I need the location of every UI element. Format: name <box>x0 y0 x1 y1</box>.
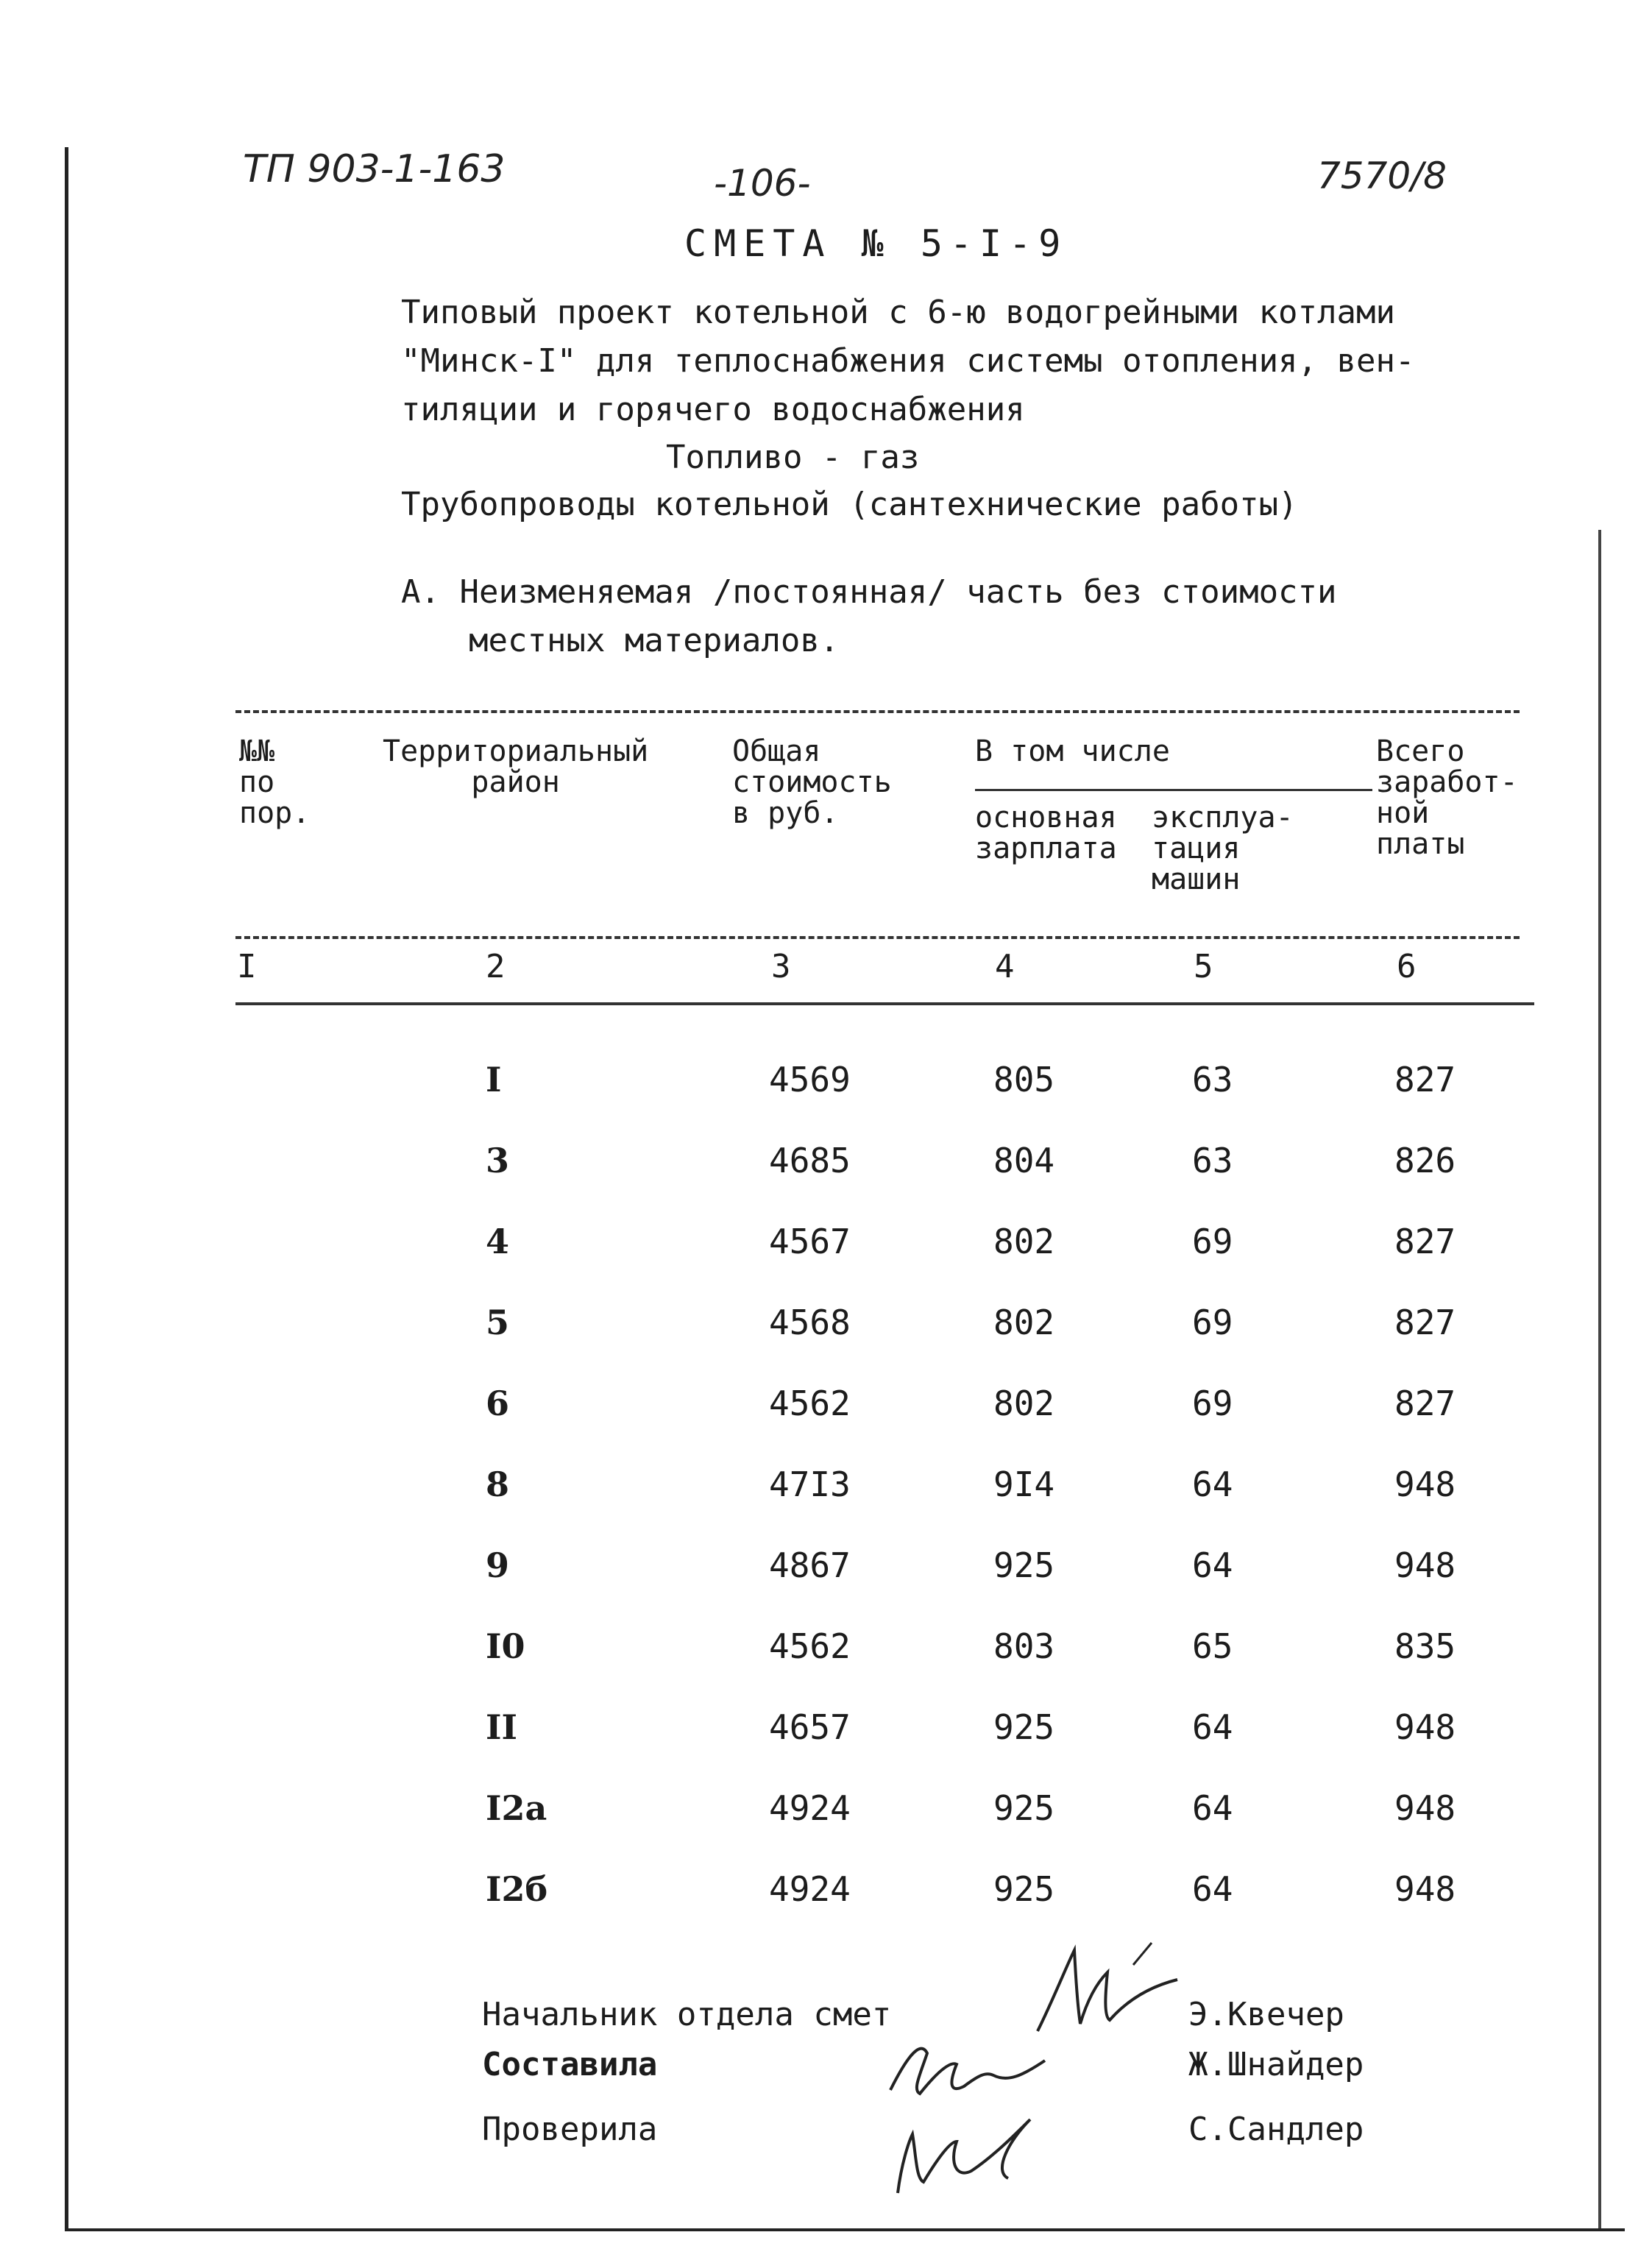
table-row <box>0 1384 1652 1464</box>
cell-machines: 64 <box>1192 1464 1233 1504</box>
cell-wage: 9I4 <box>993 1464 1055 1504</box>
signature-role: Начальник отдела смет <box>482 1996 892 2033</box>
cell-region: I2б <box>486 1869 548 1909</box>
cell-wage: 925 <box>993 1788 1055 1828</box>
cell-total: 4924 <box>769 1869 851 1909</box>
cell-machines: 65 <box>1192 1626 1233 1666</box>
estimate-title: СМЕТА № 5-І-9 <box>684 222 1068 265</box>
cell-machines: 69 <box>1192 1303 1233 1342</box>
cell-all-wage: 827 <box>1394 1384 1456 1423</box>
signature-name: Ж.Шнайдер <box>1188 2046 1364 2083</box>
cell-wage: 802 <box>993 1384 1055 1423</box>
including-underline <box>975 789 1372 791</box>
table-row <box>0 1788 1652 1869</box>
cell-wage: 925 <box>993 1869 1055 1909</box>
table-row <box>0 1303 1652 1384</box>
table-row <box>0 1707 1652 1788</box>
cell-all-wage: 948 <box>1394 1707 1456 1747</box>
description-line: "Минск-I" для теплоснабжения системы отопления, вен- <box>401 342 1415 380</box>
cell-total: 4562 <box>769 1384 851 1423</box>
cell-all-wage: 948 <box>1394 1464 1456 1504</box>
cell-region: 9 <box>486 1545 510 1585</box>
header-region: Территориальный район <box>383 734 649 799</box>
cell-wage: 925 <box>993 1545 1055 1585</box>
header-total: Общая стоимость в руб. <box>732 734 892 830</box>
table-row <box>0 1141 1652 1222</box>
signature-role: Проверила <box>482 2111 658 2148</box>
cell-total: 4924 <box>769 1788 851 1828</box>
cell-machines: 64 <box>1192 1545 1233 1585</box>
cell-total: 47I3 <box>769 1464 851 1504</box>
cell-all-wage: 948 <box>1394 1869 1456 1909</box>
bottom-border-line <box>65 2228 1625 2231</box>
table-row <box>0 1222 1652 1303</box>
column-number: 4 <box>995 948 1015 985</box>
cell-wage: 804 <box>993 1141 1055 1180</box>
cell-total: 4567 <box>769 1222 851 1261</box>
section-title: Трубопроводы котельной (сантехнические работы) <box>401 486 1298 523</box>
cell-region: 8 <box>486 1464 510 1504</box>
column-number: 5 <box>1194 948 1213 985</box>
header-bottom-rule <box>235 936 1520 939</box>
part-line: А. Неизменяемая /постоянная/ часть без стоимости <box>401 573 1337 611</box>
cell-total: 4685 <box>769 1141 851 1180</box>
cell-machines: 69 <box>1192 1384 1233 1423</box>
sheet-code: 7570/8 <box>1317 155 1447 197</box>
header-machines: эксплуа- тация машин <box>1152 801 1294 896</box>
signature-name: Э.Квечер <box>1188 1996 1344 2033</box>
column-number: I <box>237 948 257 985</box>
cell-total: 4657 <box>769 1707 851 1747</box>
cell-total: 4568 <box>769 1303 851 1342</box>
cell-region: 5 <box>486 1303 510 1342</box>
cell-total: 4867 <box>769 1545 851 1585</box>
column-number: 3 <box>771 948 791 985</box>
fuel-type: Топливо - газ <box>666 439 920 476</box>
header-num: №№ по пор. <box>239 734 311 830</box>
table-row <box>0 1464 1652 1545</box>
cell-region: I <box>486 1060 502 1099</box>
table-row <box>0 1545 1652 1626</box>
cell-machines: 64 <box>1192 1707 1233 1747</box>
part-line: местных материалов. <box>469 622 840 659</box>
cell-region: I0 <box>486 1626 525 1666</box>
cell-all-wage: 826 <box>1394 1141 1456 1180</box>
cell-machines: 64 <box>1192 1869 1233 1909</box>
cell-wage: 803 <box>993 1626 1055 1666</box>
cell-all-wage: 827 <box>1394 1303 1456 1342</box>
cell-total: 4562 <box>769 1626 851 1666</box>
signature-name: С.Сандлер <box>1188 2111 1364 2148</box>
cell-region: II <box>486 1707 518 1747</box>
document-code: ТП 903-1-163 <box>243 147 506 191</box>
table-top-rule <box>235 710 1520 713</box>
cell-all-wage: 827 <box>1394 1222 1456 1261</box>
cell-wage: 802 <box>993 1303 1055 1342</box>
header-all-wage: Всего заработ- ной платы <box>1376 734 1518 861</box>
cell-wage: 805 <box>993 1060 1055 1099</box>
cell-machines: 69 <box>1192 1222 1233 1261</box>
cell-all-wage: 948 <box>1394 1788 1456 1828</box>
cell-region: 6 <box>486 1384 510 1423</box>
cell-machines: 63 <box>1192 1141 1233 1180</box>
header-wage: основная зарплата <box>975 801 1117 865</box>
cell-region: 3 <box>486 1141 510 1180</box>
description-line: Типовый проект котельной с 6-ю водогрейными котлами <box>401 294 1396 331</box>
part-heading <box>401 568 1337 665</box>
column-number: 2 <box>486 948 506 985</box>
table-row <box>0 1060 1652 1141</box>
cell-machines: 63 <box>1192 1060 1233 1099</box>
description-line: тиляции и горячего водоснабжения <box>401 391 1025 428</box>
table-row <box>0 1626 1652 1707</box>
project-description <box>401 288 1520 434</box>
cell-region: I2а <box>486 1788 547 1828</box>
table-row <box>0 1869 1652 1950</box>
cell-all-wage: 948 <box>1394 1545 1456 1585</box>
cell-region: 4 <box>486 1222 510 1261</box>
cell-all-wage: 827 <box>1394 1060 1456 1099</box>
cell-total: 4569 <box>769 1060 851 1099</box>
column-number: 6 <box>1397 948 1417 985</box>
column-numbers-rule <box>235 1002 1534 1005</box>
handwritten-signature-2 <box>876 2031 1067 2200</box>
header-including: В том числе <box>975 734 1170 768</box>
signature-role: Составила <box>482 2046 658 2083</box>
cell-machines: 64 <box>1192 1788 1233 1828</box>
page-number: -106- <box>714 162 811 205</box>
cell-all-wage: 835 <box>1394 1626 1456 1666</box>
cell-wage: 925 <box>993 1707 1055 1747</box>
cell-wage: 802 <box>993 1222 1055 1261</box>
